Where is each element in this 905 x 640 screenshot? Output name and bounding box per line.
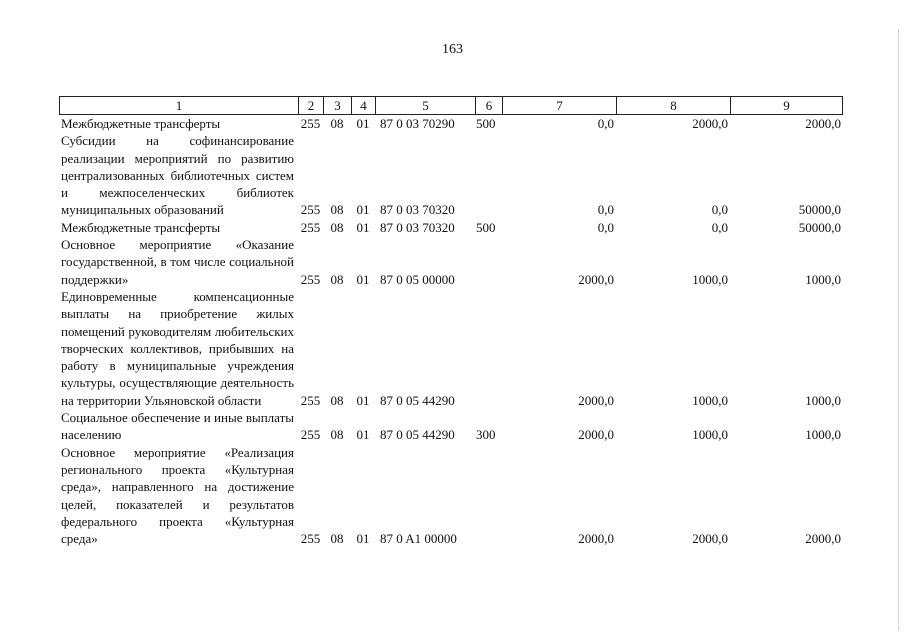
cell-c6: 500 [476, 219, 496, 235]
cell-c4: 01 [356, 427, 370, 443]
cell-c3: 08 [330, 202, 344, 218]
cell-c7: 0,0 [597, 219, 614, 235]
cell-c8: 2000,0 [692, 531, 728, 547]
cell-c9: 1000,0 [805, 392, 841, 408]
row-name: Единовременные компенсационные выплаты на приобретение жилых помещений руководителям любительских творческих коллективов, прибывших на работу в муниципальные учреждения культуры, осуществляющие деятельность на территории Ульяновской области [61, 288, 294, 408]
cell-c5: 87 0 A1 00000 [380, 531, 457, 547]
cell-c8: 1000,0 [692, 392, 728, 408]
cell-c7: 0,0 [597, 202, 614, 218]
cell-c8: 1000,0 [692, 427, 728, 443]
row-name: Основное мероприятие «Реализация регионального проекта «Культурная среда», направленного на достижение целей, показателей и результатов федерального проекта «Культурная среда» [61, 444, 294, 547]
row-name: Межбюджетные трансферты [61, 116, 221, 131]
header-cell: 3 [323, 96, 351, 115]
cell-c3: 08 [330, 427, 344, 443]
header-cell: 6 [475, 96, 502, 115]
cell-c8: 0,0 [711, 202, 728, 218]
cell-c3: 08 [330, 116, 344, 131]
page-number: 163 [442, 42, 463, 57]
row-name: Субсидии на софинансирование реализации мероприятий по развитию централизованных библиотечных систем и межпоселенческих библиотек муниципальных образований [61, 133, 294, 218]
cell-c5: 87 0 05 00000 [380, 271, 455, 287]
cell-c7: 2000,0 [578, 427, 614, 443]
cell-c7: 2000,0 [578, 531, 614, 547]
cell-c2: 255 [300, 427, 321, 443]
cell-c5: 87 0 05 44290 [380, 392, 455, 408]
cell-c2: 255 [300, 219, 321, 235]
cell-c5: 87 0 03 70320 [380, 219, 455, 235]
cell-c9: 2000,0 [805, 531, 841, 547]
cell-c2: 255 [300, 392, 321, 408]
cell-c3: 08 [330, 219, 344, 235]
cell-c9: 1000,0 [805, 271, 841, 287]
cell-c4: 01 [356, 219, 370, 235]
cell-c4: 01 [356, 202, 370, 218]
cell-c7: 2000,0 [578, 271, 614, 287]
cell-c5: 87 0 03 70320 [380, 202, 455, 218]
cell-c4: 01 [356, 392, 370, 408]
cell-c2: 255 [300, 202, 321, 218]
scan-edge-mark [897, 30, 899, 630]
cell-c7: 2000,0 [578, 392, 614, 408]
budget-table [59, 96, 843, 547]
cell-c5: 87 0 03 70290 [380, 116, 455, 131]
cell-c5: 87 0 05 44290 [380, 427, 455, 443]
row-name: Социальное обеспечение и иные выплаты населению [61, 410, 294, 443]
cell-c8: 0,0 [711, 219, 728, 235]
cell-c9: 1000,0 [805, 427, 841, 443]
cell-c3: 08 [330, 531, 344, 547]
cell-c4: 01 [356, 271, 370, 287]
header-cell: 8 [616, 96, 730, 115]
row-name: Межбюджетные трансферты [61, 219, 221, 235]
cell-c3: 08 [330, 271, 344, 287]
header-cell: 7 [502, 96, 616, 115]
header-cell: 4 [351, 96, 375, 115]
cell-c9: 2000,0 [805, 116, 841, 131]
cell-c8: 2000,0 [692, 116, 728, 131]
cell-c2: 255 [300, 531, 321, 547]
cell-c6: 500 [476, 116, 496, 131]
cell-c4: 01 [356, 116, 370, 131]
cell-c9: 50000,0 [798, 202, 841, 218]
cell-c8: 1000,0 [692, 271, 728, 287]
header-cell: 9 [730, 96, 843, 115]
cell-c4: 01 [356, 531, 370, 547]
header-cell: 1 [59, 96, 298, 115]
cell-c2: 255 [300, 116, 321, 131]
cell-c2: 255 [300, 271, 321, 287]
header-cell: 5 [375, 96, 475, 115]
row-name: Основное мероприятие «Оказание государственной, в том числе социальной поддержки» [61, 237, 294, 287]
cell-c3: 08 [330, 392, 344, 408]
cell-c7: 0,0 [597, 116, 614, 131]
header-cell: 2 [298, 96, 323, 115]
cell-c9: 50000,0 [798, 219, 841, 235]
cell-c6: 300 [476, 427, 496, 443]
